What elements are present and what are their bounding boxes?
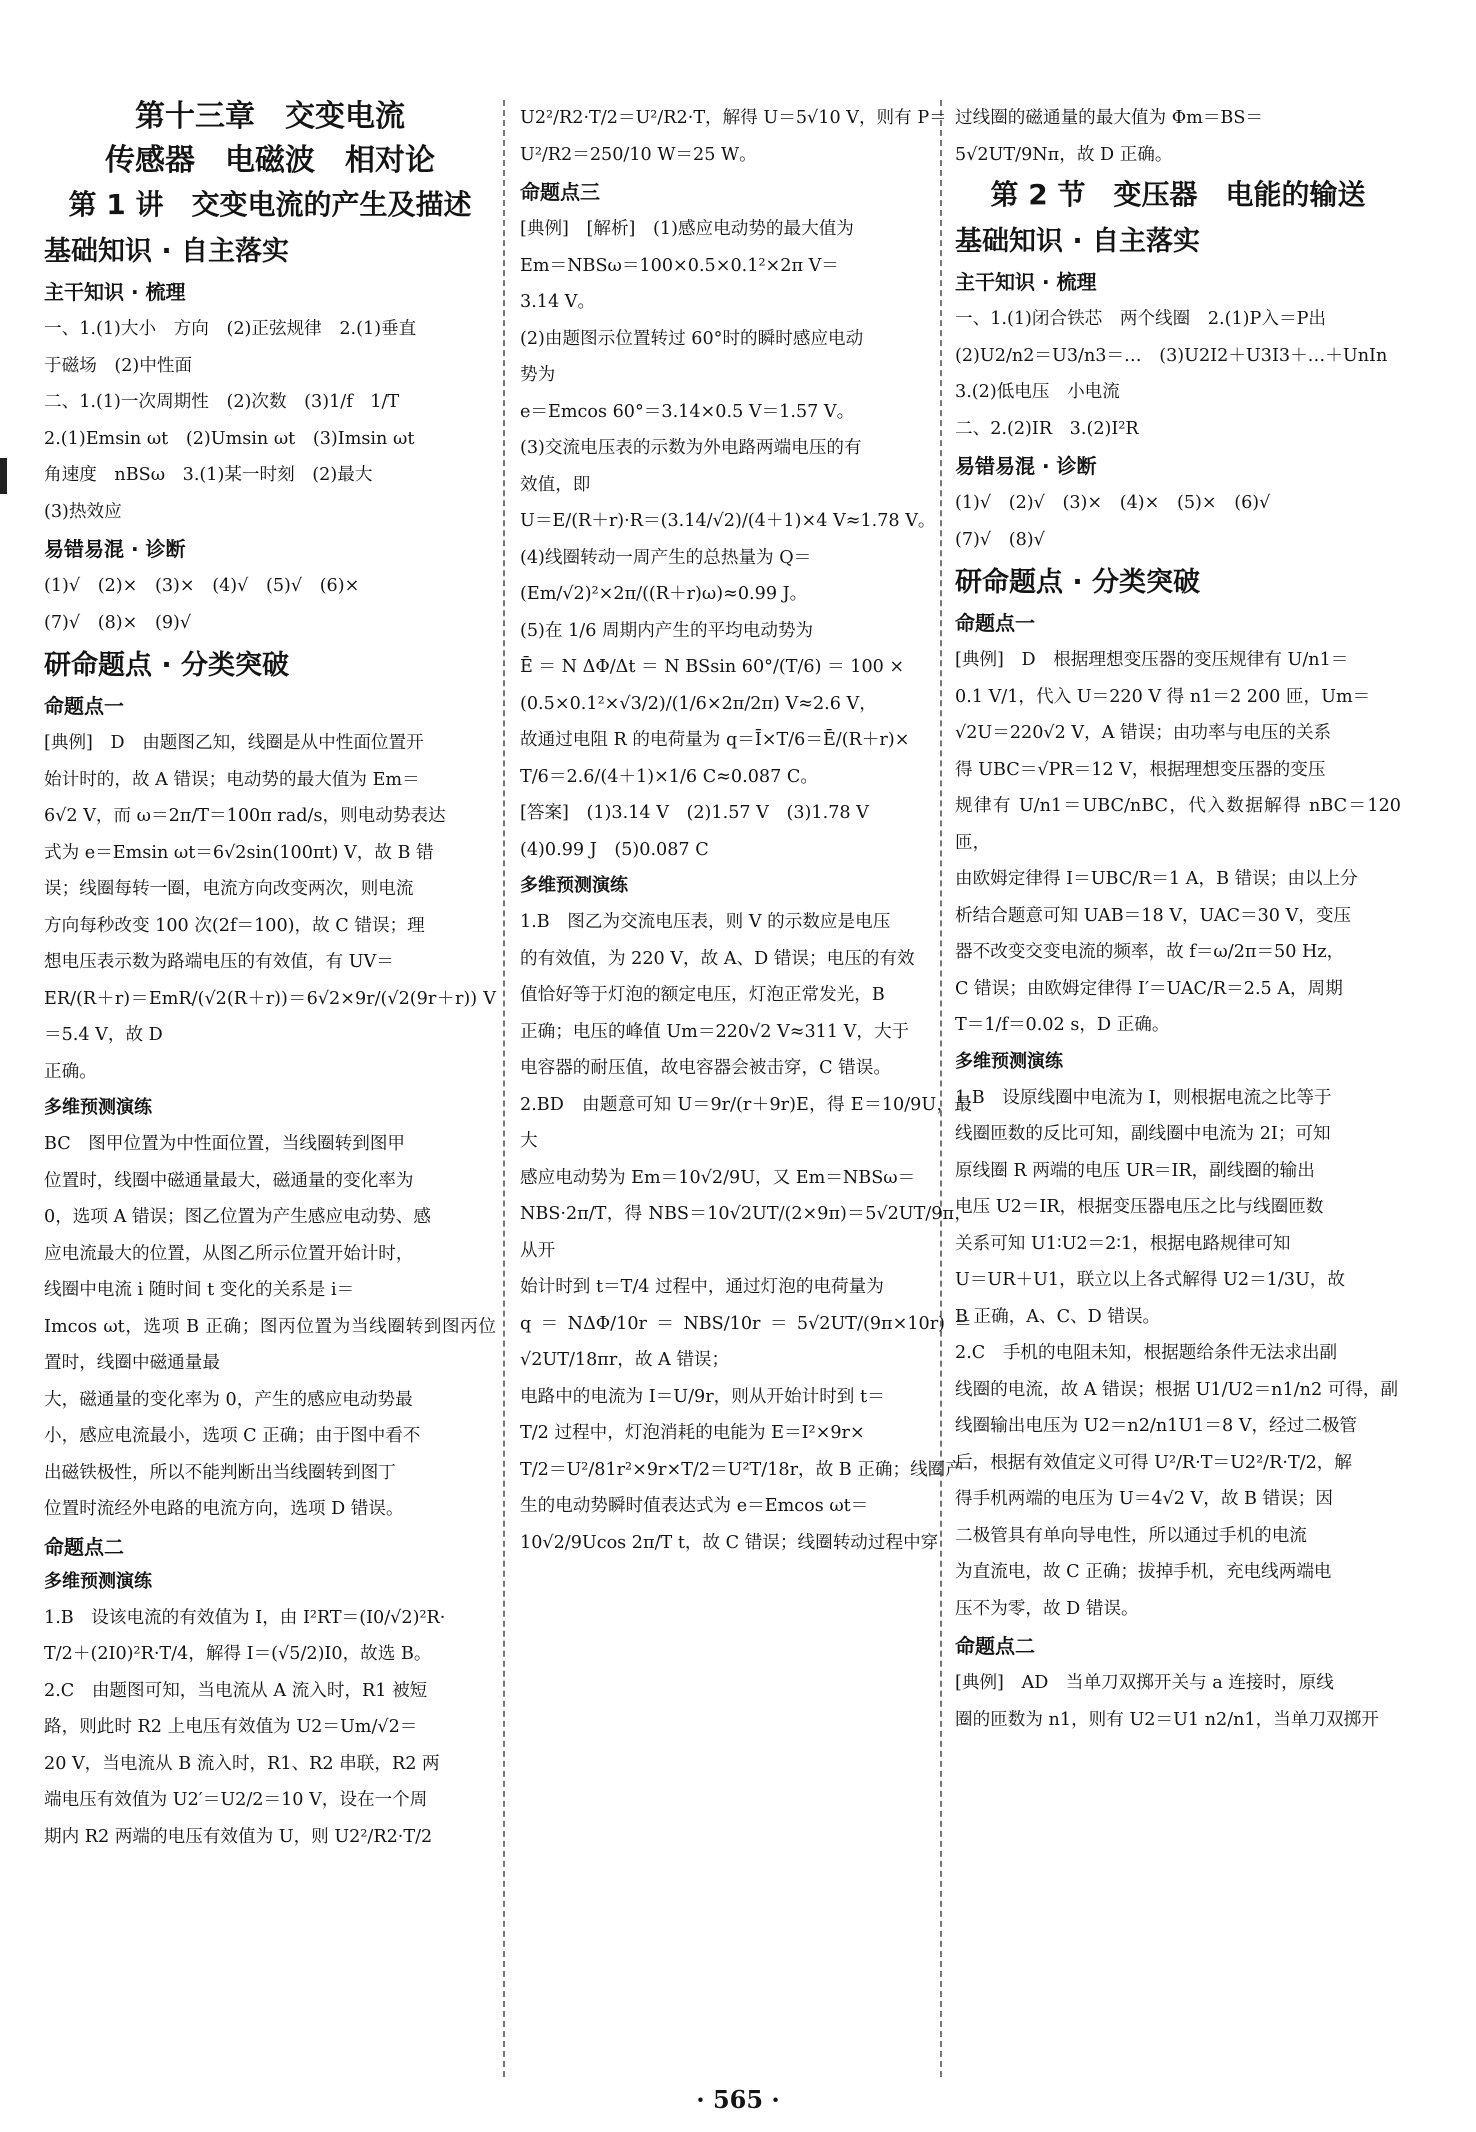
text-line: (4)0.99 J (5)0.087 C (520, 839, 709, 860)
text-line: [典例] AD 当单刀双掷开关与 a 连接时，原线 (955, 1673, 1334, 1693)
text-line: 原线圈 R 两端的电压 UR＝IR，副线圈的输出 (955, 1160, 1315, 1181)
text-line: 角速度 nBSω 3.(1)某一时刻 (2)最大 (44, 465, 373, 485)
text-line: C 错误；由欧姆定律得 I′＝UAC/R＝2.5 A，周期 (955, 978, 1343, 999)
column-3 (955, 100, 1401, 1738)
practice-heading: 多维预测演练 (44, 1097, 152, 1118)
text-line: 2.C 手机的电阻未知，根据题给条件无法求出副 (955, 1343, 1338, 1363)
text-line: B 正确，A、C、D 错误。 (955, 1306, 1161, 1327)
text-line: e＝Emcos 60°＝3.14×0.5 V＝1.57 V。 (520, 401, 855, 422)
text-line: (0.5×0.1²×√3/2)/(1/6×2π/2π) V≈2.6 V， (520, 693, 877, 714)
text-line: (3)热效应 (44, 501, 122, 522)
text-line: 出磁铁极性，所以不能判断出当线圈转到图丁 (44, 1462, 396, 1483)
text-line: 3.(2)低电压 小电流 (955, 382, 1120, 402)
text-line: [答案] (1)3.14 V (2)1.57 V (3)1.78 V (520, 803, 869, 823)
subsection-heading: 易错易混 · 诊断 (44, 537, 186, 561)
point-heading: 命题点三 (520, 180, 600, 204)
text-line: (1)√ (2)× (3)× (4)√ (5)√ (6)× (44, 576, 360, 596)
text-line: 的有效值，为 220 V，故 A、D 错误；电压的有效 (520, 948, 915, 969)
text-line: 于磁场 (2)中性面 (44, 355, 193, 376)
text-line: 正确。 (44, 1061, 97, 1082)
text-line: 得手机两端的电压为 U＝4√2 V，故 B 错误；因 (955, 1489, 1333, 1509)
text-line: 位置时流经外电路的电流方向，选项 D 错误。 (44, 1499, 404, 1519)
text-line: 2.BD 由题意可知 U＝9r/(r＋9r)E，得 E＝10/9U，最大 (520, 1094, 972, 1151)
text-line: 电容器的耐压值，故电容器会被击穿，C 错误。 (520, 1058, 891, 1078)
text-line: 势为 (520, 365, 556, 385)
text-line: BC 图甲位置为中性面位置，当线圈转到图甲 (44, 1134, 406, 1154)
practice-heading: 多维预测演练 (955, 1050, 1063, 1072)
text-line: 3.14 V。 (520, 292, 596, 312)
subsection-heading: 易错易混 · 诊断 (955, 454, 1097, 478)
lesson-title: 第 2 节 变压器 电能的输送 (990, 178, 1366, 211)
text-line: 1.B 设原线圈中电流为 I，则根据电流之比等于 (955, 1087, 1332, 1108)
text-line: ER/(R＋r)＝EmR/(√2(R＋r))＝6√2×9r/(√2(9r＋r)) V＝5.4 V，故 D (44, 988, 496, 1045)
text-line: 线圈的电流，故 A 错误；根据 U1/U2＝n1/n2 可得，副 (955, 1379, 1399, 1400)
text-line: 位置时，线圈中磁通量最大，磁通量的变化率为 (44, 1170, 414, 1191)
text-line: 2.C 由题图可知，当电流从 A 流入时，R1 被短 (44, 1680, 428, 1701)
text-line: (1)√ (2)√ (3)× (4)× (5)× (6)√ (955, 493, 1271, 513)
text-line: [典例] D 根据理想变压器的变压规律有 U/n1＝ (955, 650, 1349, 670)
text-line: 二、1.(1)一次周期性 (2)次数 (3)1/f 1/T (44, 392, 400, 412)
point-heading: 命题点二 (44, 1534, 124, 1559)
text-line: 路，则此时 R2 上电压有效值为 U2＝Um/√2＝ (44, 1717, 418, 1737)
text-line: 5√2UT/9Nπ，故 D 正确。 (955, 144, 1173, 165)
text-line: q＝NΔΦ/10r＝NBS/10r＝5√2UT/(9π×10r)＝√2UT/18πr，故 A 错误； (520, 1313, 972, 1370)
point-heading: 命题点一 (955, 611, 1035, 635)
point-heading: 命题点二 (955, 1634, 1035, 1658)
text-line: 想电压表示数为路端电压的有效值，有 UV＝ (44, 952, 394, 972)
text-line: T＝1/f＝0.02 s，D 正确。 (955, 1015, 1170, 1035)
text-line: 10√2/9Ucos 2π/T t，故 C 错误；线圈转动过程中穿 (520, 1532, 939, 1553)
text-line: T/2＝U²/81r²×9r×T/2＝U²T/18r，故 B 正确；线圈产 (520, 1459, 963, 1480)
text-line: Ē ＝ N ΔΦ/Δt ＝ N BSsin 60°/(T/6) ＝ 100 × (520, 657, 905, 677)
chapter-subtitle: 传感器 电磁波 相对论 (105, 143, 435, 178)
subsection-heading: 主干知识 · 梳理 (955, 270, 1097, 294)
text-line: T/2＋(2I0)²R·T/4，解得 I＝(√5/2)I0，故选 B。 (44, 1644, 432, 1664)
section-heading: 研命题点 · 分类突破 (44, 650, 290, 681)
text-line: 1.B 设该电流的有效值为 I，由 I²RT＝(I0/√2)²R· (44, 1607, 446, 1628)
point-heading: 命题点一 (44, 694, 124, 718)
column-1 (44, 95, 496, 1855)
text-line: 为直流电，故 C 正确；拔掉手机，充电线两端电 (955, 1562, 1332, 1582)
text-line: 得 UBC＝√PR＝12 V，根据理想变压器的变压 (955, 759, 1326, 780)
text-line: 线圈输出电压为 U2＝n2/n1U1＝8 V，经过二极管 (955, 1416, 1358, 1436)
text-line: (3)交流电压表的示数为外电路两端电压的有 (520, 438, 862, 458)
text-line: 应电流最大的位置，从图乙所示位置开始计时， (44, 1243, 414, 1264)
text-line: 大，磁通量的变化率为 0，产生的感应电动势最 (44, 1389, 413, 1410)
text-line: NBS·2π/T，得 NBS＝10√2UT/(2×9π)＝5√2UT/9π，从开 (520, 1204, 972, 1261)
text-line: 压不为零，故 D 错误。 (955, 1598, 1139, 1619)
text-line: U＝E/(R＋r)·R＝(3.14/√2)/(4＋1)×4 V≈1.78 V。 (520, 511, 936, 531)
text-line: T/2 过程中，灯泡消耗的电能为 E＝I²×9r× (520, 1423, 865, 1443)
text-line: 值恰好等于灯泡的额定电压，灯泡正常发光，B (520, 985, 885, 1005)
text-line: U＝UR＋U1，联立以上各式解得 U2＝1/3U，故 (955, 1270, 1345, 1290)
text-line: 二、2.(2)IR 3.(2)I²R (955, 418, 1139, 439)
text-line: 20 V，当电流从 B 流入时，R1、R2 串联，R2 两 (44, 1753, 440, 1774)
text-line: 线圈中电流 i 随时间 t 变化的关系是 i＝ (44, 1280, 355, 1300)
text-line: 方向每秒改变 100 次(2f＝100)，故 C 错误；理 (44, 915, 425, 936)
text-line: 正确；电压的峰值 Um＝220√2 V≈311 V，大于 (520, 1021, 910, 1042)
text-line: 电压 U2＝IR，根据变压器电压之比与线圈匝数 (955, 1197, 1324, 1217)
text-line: [典例] [解析] (1)感应电动势的最大值为 (520, 219, 854, 239)
column-2 (520, 100, 972, 1561)
text-line: 生的电动势瞬时值表达式为 e＝Emcos ωt＝ (520, 1496, 869, 1516)
text-line: 0，选项 A 错误；图乙位置为产生感应电动势、感 (44, 1207, 431, 1227)
column-divider (503, 100, 505, 2077)
text-line: 效值，即 (520, 474, 591, 495)
text-line: 二极管具有单向导电性，所以通过手机的电流 (955, 1525, 1307, 1546)
text-line: 过线圈的磁通量的最大值为 Φm＝BS＝ (955, 108, 1263, 128)
text-line: 圈的匝数为 n1，则有 U2＝U1 n2/n1，当单刀双掷开 (955, 1709, 1379, 1730)
text-line: T/6＝2.6/(4＋1)×1/6 C≈0.087 C。 (520, 766, 818, 787)
section-heading: 研命题点 · 分类突破 (955, 567, 1201, 598)
text-line: 感应电动势为 Em＝10√2/9U，又 Em＝NBSω＝ (520, 1167, 916, 1188)
text-line: 器不改变交变电流的频率，故 f＝ω/2π＝50 Hz， (955, 942, 1345, 962)
text-line: 线圈匝数的反比可知，副线圈中电流为 2I；可知 (955, 1124, 1331, 1144)
text-line: 6√2 V，而 ω＝2π/T＝100π rad/s，则电动势表达 (44, 806, 446, 826)
text-line: (5)在 1/6 周期内产生的平均电动势为 (520, 620, 814, 641)
text-line: (7)√ (8)× (9)√ (44, 612, 192, 633)
text-line: 一、1.(1)闭合铁芯 两个线圈 2.(1)P入＝P出 (955, 309, 1326, 329)
text-line: 期内 R2 两端的电压有效值为 U，则 U2²/R2·T/2 (44, 1826, 433, 1847)
text-line: 式为 e＝Emsin ωt＝6√2sin(100πt) V，故 B 错 (44, 842, 434, 863)
text-line: 由欧姆定律得 I＝UBC/R＝1 A，B 错误；由以上分 (955, 869, 1358, 889)
text-line: 始计时的，故 A 错误；电动势的最大值为 Em＝ (44, 769, 420, 790)
text-line: (2)U2/n2＝U3/n3＝… (3)U2I2＋U3I3＋…＋UnIn (955, 345, 1388, 366)
text-line: 一、1.(1)大小 方向 (2)正弦规律 2.(1)垂直 (44, 319, 417, 339)
text-line: 始计时到 t＝T/4 过程中，通过灯泡的电荷量为 (520, 1277, 884, 1297)
text-line: 关系可知 U1∶U2＝2∶1，根据电路规律可知 (955, 1233, 1291, 1254)
text-line: Em＝NBSω＝100×0.5×0.1²×2π V＝ (520, 255, 839, 276)
edge-mark (0, 458, 7, 494)
text-line: 1.B 图乙为交流电压表，则 V 的示数应是电压 (520, 912, 891, 932)
page-number: · 565 · (696, 2085, 780, 2114)
text-line: 后，根据有效值定义可得 U²/R·T＝U2²/R·T/2，解 (955, 1452, 1352, 1473)
text-line: 析结合题意可知 UAB＝18 V，UAC＝30 V，变压 (955, 905, 1352, 926)
practice-heading: 多维预测演练 (520, 875, 628, 896)
text-line: Imcos ωt，选项 B 正确；图丙位置为当线圈转到图丙位置时，线圈中磁通量最 (44, 1316, 496, 1373)
practice-heading: 多维预测演练 (44, 1570, 152, 1592)
text-line: 误；线圈每转一圈，电流方向改变两次，则电流 (44, 879, 414, 899)
text-line: U²/R2＝250/10 W＝25 W。 (520, 144, 757, 165)
subsection-heading: 主干知识 · 梳理 (44, 280, 186, 304)
text-line: 2.(1)Emsin ωt (2)Umsin ωt (3)Imsin ωt (44, 428, 415, 449)
text-line: (Em/√2)²×2π/((R＋r)ω)≈0.99 J。 (520, 584, 808, 604)
text-line: 故通过电阻 R 的电荷量为 q＝Ī×T/6＝Ē/(R＋r)× (520, 730, 910, 750)
text-line: 规律有 U/n1＝UBC/nBC，代入数据解得 nBC＝120 匝， (955, 796, 1401, 853)
chapter-title: 第十三章 交变电流 (135, 99, 405, 134)
text-line: U2²/R2·T/2＝U²/R2·T，解得 U＝5√10 V，则有 P＝ (520, 108, 947, 128)
text-line: (7)√ (8)√ (955, 529, 1045, 550)
lesson-title: 第 1 讲 交变电流的产生及描述 (68, 188, 472, 221)
section-heading: 基础知识 · 自主落实 (44, 236, 290, 267)
text-line: 小，感应电流最小，选项 C 正确；由于图中看不 (44, 1426, 421, 1446)
text-line: [典例] D 由题图乙知，线圈是从中性面位置开 (44, 733, 424, 753)
text-line: 0.1 V/1，代入 U＝220 V 得 n1＝2 200 匝，Um＝ (955, 686, 1371, 707)
text-line: 端电压有效值为 U2′＝U2/2＝10 V，设在一个周 (44, 1790, 428, 1810)
section-heading: 基础知识 · 自主落实 (955, 226, 1201, 257)
text-line: (2)由题图示位置转过 60°时的瞬时感应电动 (520, 328, 864, 349)
text-line: 电路中的电流为 I＝U/9r，则从开始计时到 t＝ (520, 1386, 885, 1407)
text-line: (4)线圈转动一周产生的总热量为 Q＝ (520, 547, 812, 568)
text-line: √2U＝220√2 V，A 错误；由功率与电压的关系 (955, 723, 1332, 743)
